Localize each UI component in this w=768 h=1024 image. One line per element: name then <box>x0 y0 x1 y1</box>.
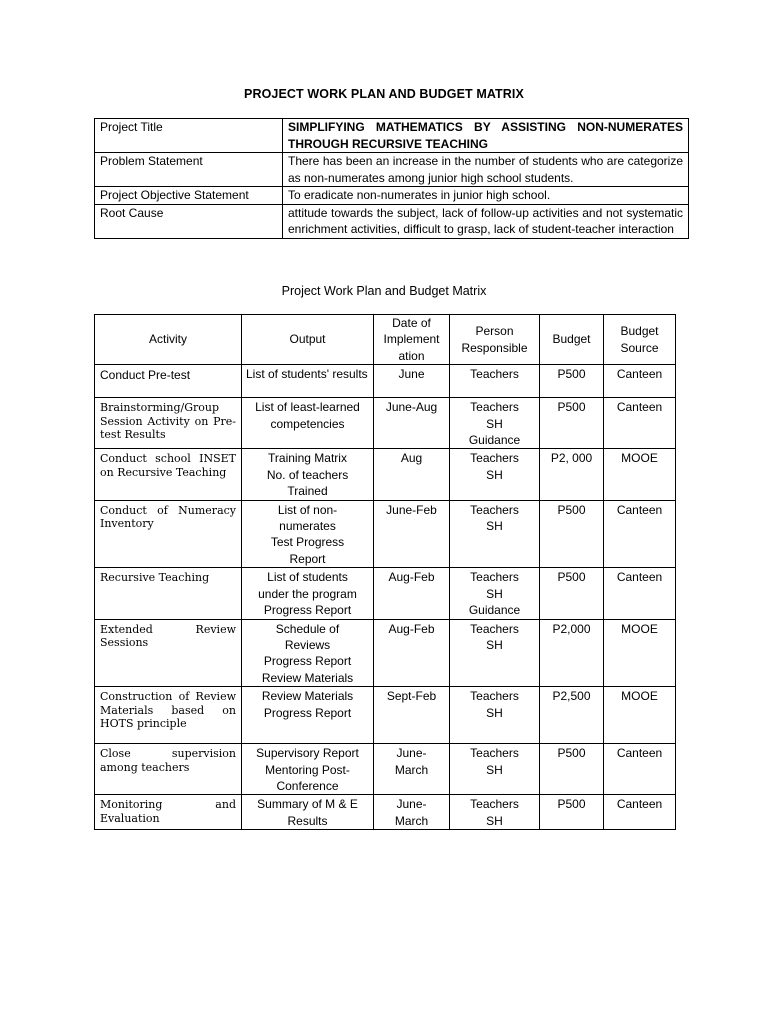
output-line: Conference <box>276 778 339 793</box>
date-cell <box>374 619 450 687</box>
header-line: Responsible <box>461 340 528 355</box>
activity-cell: Conduct school INSET on Recursive Teaching <box>95 449 242 500</box>
date-line: June- <box>396 797 427 812</box>
date-cell <box>374 365 450 398</box>
person-line: Guidance <box>468 433 521 448</box>
activity-cell: Extended Review Sessions <box>95 619 242 687</box>
budget-cell: P500 <box>540 500 604 568</box>
header-line: ation <box>398 348 425 363</box>
date-line: June-Aug <box>385 400 438 415</box>
info-row-objective <box>95 187 689 205</box>
output-line: Test Progress <box>270 535 345 550</box>
output-line: Trained <box>287 484 328 499</box>
output-line: List of students <box>267 570 348 585</box>
date-cell <box>374 398 450 449</box>
output-line: Progress Report <box>263 705 352 720</box>
date-line: Sept-Feb <box>386 689 437 704</box>
table-row <box>95 500 676 568</box>
column-header-output: Output <box>242 315 374 365</box>
output-cell <box>242 687 374 744</box>
person-line: SH <box>486 416 503 431</box>
source-cell: Canteen <box>604 568 676 619</box>
output-line: under the program <box>258 586 357 601</box>
date-line: June <box>398 367 425 382</box>
output-cell <box>242 365 374 398</box>
output-line: Supervisory Report <box>256 746 359 761</box>
person-line: SH <box>486 519 503 534</box>
budget-cell: P500 <box>540 568 604 619</box>
table-row <box>95 687 676 744</box>
person-cell <box>450 568 540 619</box>
date-cell <box>374 744 450 795</box>
output-line: Review Materials <box>261 670 354 685</box>
activity-cell: Brainstorming/Group Session Activity on Pre-test Results <box>95 398 242 449</box>
person-line: Teachers <box>470 367 519 382</box>
person-line: Teachers <box>470 797 519 812</box>
person-line: Teachers <box>470 621 519 636</box>
source-cell: Canteen <box>604 500 676 568</box>
output-cell <box>242 500 374 568</box>
date-line: June-Feb <box>386 502 437 517</box>
date-cell <box>374 795 450 830</box>
output-cell <box>242 619 374 687</box>
header-line: Date of <box>392 316 431 330</box>
output-line: Mentoring Post- <box>265 762 350 777</box>
date-cell <box>374 568 450 619</box>
source-cell: MOOE <box>604 619 676 687</box>
table-body <box>95 365 676 830</box>
person-cell <box>450 500 540 568</box>
budget-cell: P2,500 <box>540 687 604 744</box>
person-line: Teachers <box>470 570 519 585</box>
column-header-budget: Budget <box>540 315 604 365</box>
column-header-source <box>604 315 676 365</box>
date-line: March <box>394 762 429 777</box>
output-line: Reviews <box>284 637 331 652</box>
header-line: Source <box>620 340 659 355</box>
header-line: Person <box>475 324 514 339</box>
person-line: Teachers <box>470 746 519 761</box>
person-cell <box>450 795 540 830</box>
person-line: Teachers <box>470 400 519 415</box>
person-cell <box>450 619 540 687</box>
output-line: Training Matrix <box>268 451 347 466</box>
activity-cell: Recursive Teaching <box>95 568 242 619</box>
header-line: Budget <box>620 324 659 339</box>
person-cell <box>450 687 540 744</box>
activity-cell: Conduct of Numeracy Inventory <box>95 500 242 568</box>
table-row <box>95 449 676 500</box>
info-row-project-title <box>95 119 689 153</box>
info-label: Project Title <box>95 119 283 153</box>
person-line: SH <box>486 762 503 777</box>
output-line: Progress Report <box>263 603 352 618</box>
source-cell: Canteen <box>604 795 676 830</box>
person-cell <box>450 744 540 795</box>
source-cell: Canteen <box>604 365 676 398</box>
output-line: Summary of M & E <box>257 797 358 812</box>
table-row <box>95 398 676 449</box>
output-line: Results <box>287 813 328 828</box>
output-line: No. of teachers <box>266 467 349 482</box>
table-row <box>95 568 676 619</box>
info-label: Project Objective Statement <box>95 187 283 205</box>
output-line: List of least-learned <box>255 400 360 415</box>
output-line: Review Materials <box>261 689 354 704</box>
date-line: June- <box>396 746 427 761</box>
info-value: attitude towards the subject, lack of follow-up activities and not systematic enrichment activities, difficult to grasp, lack of student-teacher interaction <box>283 204 689 238</box>
output-cell <box>242 449 374 500</box>
output-cell <box>242 398 374 449</box>
budget-cell: P500 <box>540 795 604 830</box>
column-header-activity: Activity <box>95 315 242 365</box>
output-line: Report <box>289 551 326 566</box>
date-line: Aug-Feb <box>388 570 435 585</box>
output-line: List of non- <box>277 502 338 517</box>
date-cell <box>374 500 450 568</box>
person-line: Teachers <box>470 451 519 466</box>
budget-cell: P2, 000 <box>540 449 604 500</box>
person-line: Guidance <box>468 603 521 618</box>
activity-cell: Monitoring and Evaluation <box>95 795 242 830</box>
output-line: List of students' results <box>246 367 368 382</box>
activity-cell: Close supervision among teachers <box>95 744 242 795</box>
output-cell <box>242 568 374 619</box>
column-header-person <box>450 315 540 365</box>
table-row <box>95 619 676 687</box>
output-line: Progress Report <box>263 654 352 669</box>
date-line: March <box>394 813 429 828</box>
output-line: numerates <box>279 519 336 534</box>
budget-cell: P500 <box>540 398 604 449</box>
person-line: SH <box>486 813 503 828</box>
activity-cell: Conduct Pre-test <box>95 365 242 398</box>
date-line: Aug-Feb <box>388 621 435 636</box>
source-cell: MOOE <box>604 687 676 744</box>
date-cell <box>374 449 450 500</box>
person-line: SH <box>486 705 503 720</box>
column-header-date <box>374 315 450 365</box>
person-line: Teachers <box>470 502 519 517</box>
table-row <box>95 744 676 795</box>
info-row-problem-statement <box>95 153 689 187</box>
header-line: Implement <box>383 332 440 347</box>
date-line: Aug <box>400 451 423 466</box>
output-cell <box>242 795 374 830</box>
info-value: There has been an increase in the number of students who are categorize as non-numerates among junior high school students. <box>283 153 689 187</box>
budget-cell: P2,000 <box>540 619 604 687</box>
budget-cell: P500 <box>540 365 604 398</box>
person-line: SH <box>486 467 503 482</box>
source-cell: Canteen <box>604 744 676 795</box>
source-cell: Canteen <box>604 398 676 449</box>
person-line: SH <box>486 637 503 652</box>
work-plan-table <box>94 314 676 830</box>
table-row <box>95 795 676 830</box>
matrix-title: Project Work Plan and Budget Matrix <box>281 284 487 298</box>
info-value: To eradicate non-numerates in junior high school. <box>283 187 689 205</box>
table-header-row <box>95 315 676 365</box>
project-info-table <box>94 118 689 239</box>
output-cell <box>242 744 374 795</box>
person-cell <box>450 365 540 398</box>
person-line: SH <box>486 586 503 601</box>
table-row <box>95 365 676 398</box>
info-value: SIMPLIFYING MATHEMATICS BY ASSISTING NON-NUMERATES THROUGH RECURSIVE TEACHING <box>283 119 689 153</box>
budget-cell: P500 <box>540 744 604 795</box>
output-line: competencies <box>270 416 345 431</box>
person-line: Teachers <box>470 689 519 704</box>
source-cell: MOOE <box>604 449 676 500</box>
info-label: Root Cause <box>95 204 283 238</box>
document-title: PROJECT WORK PLAN AND BUDGET MATRIX <box>244 87 524 101</box>
activity-cell: Construction of Review Materials based on HOTS principle <box>95 687 242 744</box>
date-cell <box>374 687 450 744</box>
person-cell <box>450 398 540 449</box>
person-cell <box>450 449 540 500</box>
info-row-root-cause <box>95 204 689 238</box>
info-label: Problem Statement <box>95 153 283 187</box>
output-line: Schedule of <box>275 621 340 636</box>
